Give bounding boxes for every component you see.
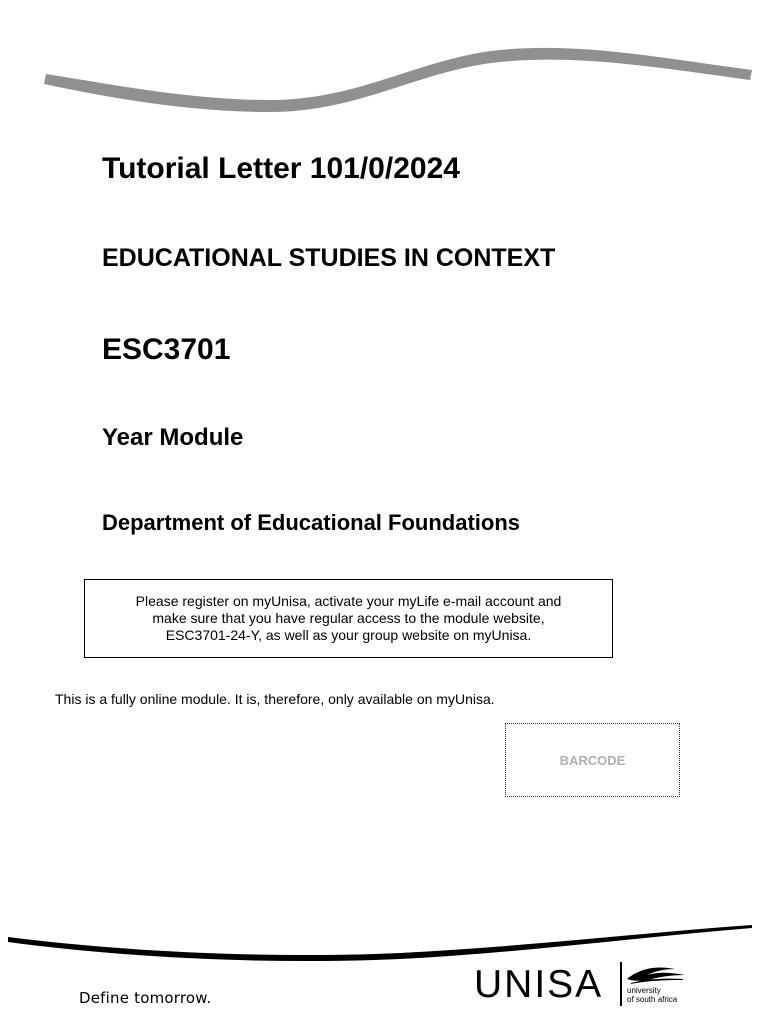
top-swoosh-decoration [0,0,768,120]
online-module-note: This is a fully online module. It is, therefore, only available on myUnisa. [55,691,495,707]
barcode-placeholder [505,723,680,797]
registration-notice-box [84,579,613,658]
logo-sub-line: university [627,986,661,995]
notice-line: make sure that you have regular access to the module website, [152,610,545,626]
unisa-bird-icon [625,963,687,985]
logo-sub-line: of south africa [627,995,678,1004]
notice-line: Please register on myUnisa, activate your myLife e-mail account and [135,593,562,609]
logo-divider [620,962,622,1006]
tagline: Define tomorrow. [79,989,212,1007]
tutorial-letter-title: Tutorial Letter 101/0/2024 [102,152,460,185]
notice-line: ESC3701-24-Y, as well as your group website on myUnisa. [165,627,532,643]
barcode-label: BARCODE [559,752,626,768]
unisa-logo-wordmark: UNISA [474,963,604,1006]
department-name: Department of Educational Foundations [102,510,521,535]
module-code: ESC3701 [102,333,231,366]
unisa-logo-subtitle [627,986,697,1004]
module-name: EDUCATIONAL STUDIES IN CONTEXT [102,244,556,272]
module-type: Year Module [102,424,244,451]
registration-notice-text [99,593,599,644]
